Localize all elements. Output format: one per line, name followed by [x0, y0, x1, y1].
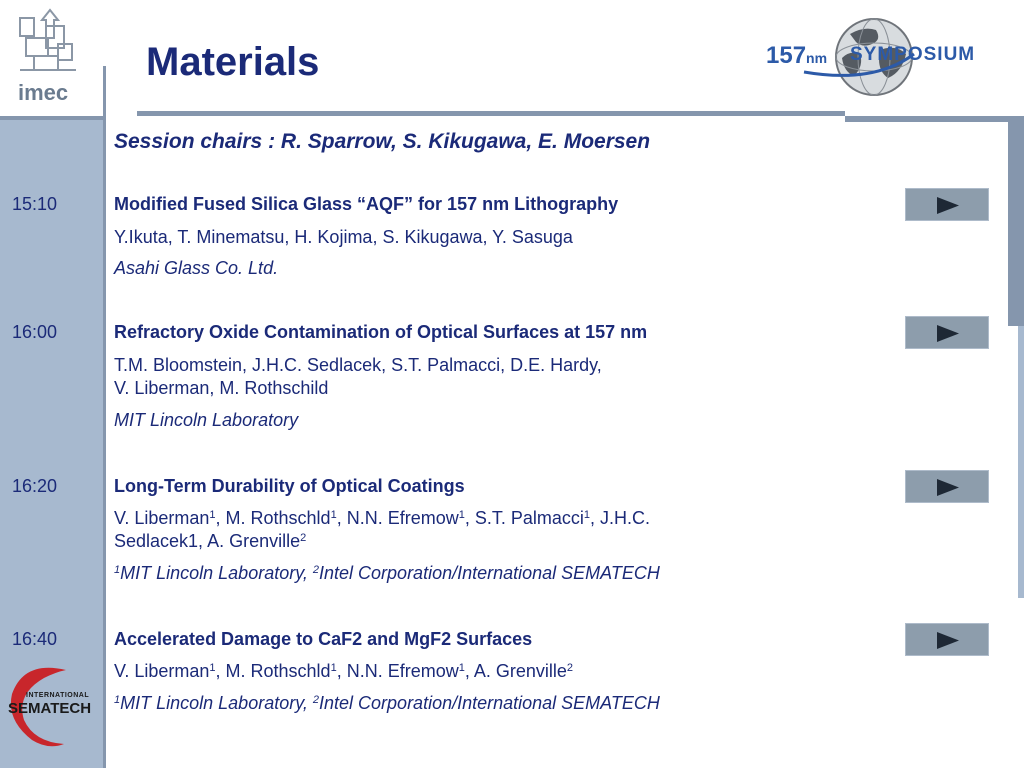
talk-authors	[114, 507, 650, 553]
talk-authors: Y.Ikuta, T. Minematsu, H. Kojima, S. Kikugawa, Y. Sasuga	[114, 227, 573, 247]
talk-affiliation: $^1$MIT Lincoln Laboratory, $^2$Intel Corporation/International SEMATECH	[114, 693, 660, 713]
play-icon	[935, 324, 961, 343]
play-talk-1-button[interactable]	[905, 188, 989, 221]
play-icon	[935, 631, 961, 650]
right-rule-lower	[1018, 326, 1024, 598]
sematech-wordmark: SEMATECH	[8, 700, 92, 717]
talk-title: Refractory Oxide Contamination of Optical Surfaces at 157 nm	[114, 322, 648, 342]
imec-wordmark: imec	[18, 80, 69, 105]
imec-graphic-icon	[14, 8, 86, 80]
talk-authors-line: T.M. Bloomstein, J.H.C. Sedlacek, S.T. Palmacci, D.E. Hardy,	[114, 355, 602, 375]
play-icon	[935, 196, 961, 215]
talk-authors	[114, 660, 573, 683]
vertical-rule	[103, 66, 106, 768]
session-chairs: Session chairs : R. Sparrow, S. Kikugawa, E. Moersen	[114, 130, 651, 153]
talk-authors-line: V. Liberman$^1$, M. Rothschld$^1$, N.N. Efremow$^1$, S.T. Palmacci$^1$, J.H.C.	[114, 508, 651, 528]
left-band-top-rule	[0, 116, 103, 120]
right-rule-top	[845, 116, 1008, 122]
talk-time: 16:00	[12, 322, 58, 342]
talk-authors-line: V. Liberman$^1$, M. Rothschld$^1$, N.N. Efremow$^1$, A. Grenville$^2$	[114, 661, 574, 681]
talk-affiliation: MIT Lincoln Laboratory	[114, 410, 299, 430]
talk-authors	[114, 354, 602, 400]
talk-affiliation: $^1$MIT Lincoln Laboratory, $^2$Intel Corporation/International SEMATECH	[114, 563, 660, 583]
talk-authors-line: Sedlacek1, A. Grenville$^2$	[114, 531, 307, 551]
talk-time: 16:20	[12, 476, 58, 496]
play-icon	[935, 478, 961, 497]
symposium-number: 157nm	[766, 42, 828, 69]
title-underline	[137, 111, 845, 116]
talk-authors-line: V. Liberman, M. Rothschild	[114, 378, 329, 398]
symposium-logo	[764, 14, 1009, 100]
talk-title: Accelerated Damage to CaF2 and MgF2 Surfaces	[114, 629, 533, 649]
talk-time: 16:40	[12, 629, 58, 649]
sematech-international-text: INTERNATIONAL	[26, 692, 90, 699]
play-talk-4-button[interactable]	[905, 623, 989, 656]
play-talk-2-button[interactable]	[905, 316, 989, 349]
talk-title: Modified Fused Silica Glass “AQF” for 157 nm Lithography	[114, 194, 619, 214]
right-rule-upper	[1008, 116, 1024, 326]
talk-title: Long-Term Durability of Optical Coatings	[114, 476, 465, 496]
page-title: Materials	[146, 40, 320, 84]
talk-affiliation: Asahi Glass Co. Ltd.	[114, 258, 279, 278]
play-talk-3-button[interactable]	[905, 470, 989, 503]
symposium-wordmark: SYMPOSIUM	[850, 44, 976, 65]
talk-time: 15:10	[12, 194, 58, 214]
sematech-logo	[4, 664, 100, 750]
